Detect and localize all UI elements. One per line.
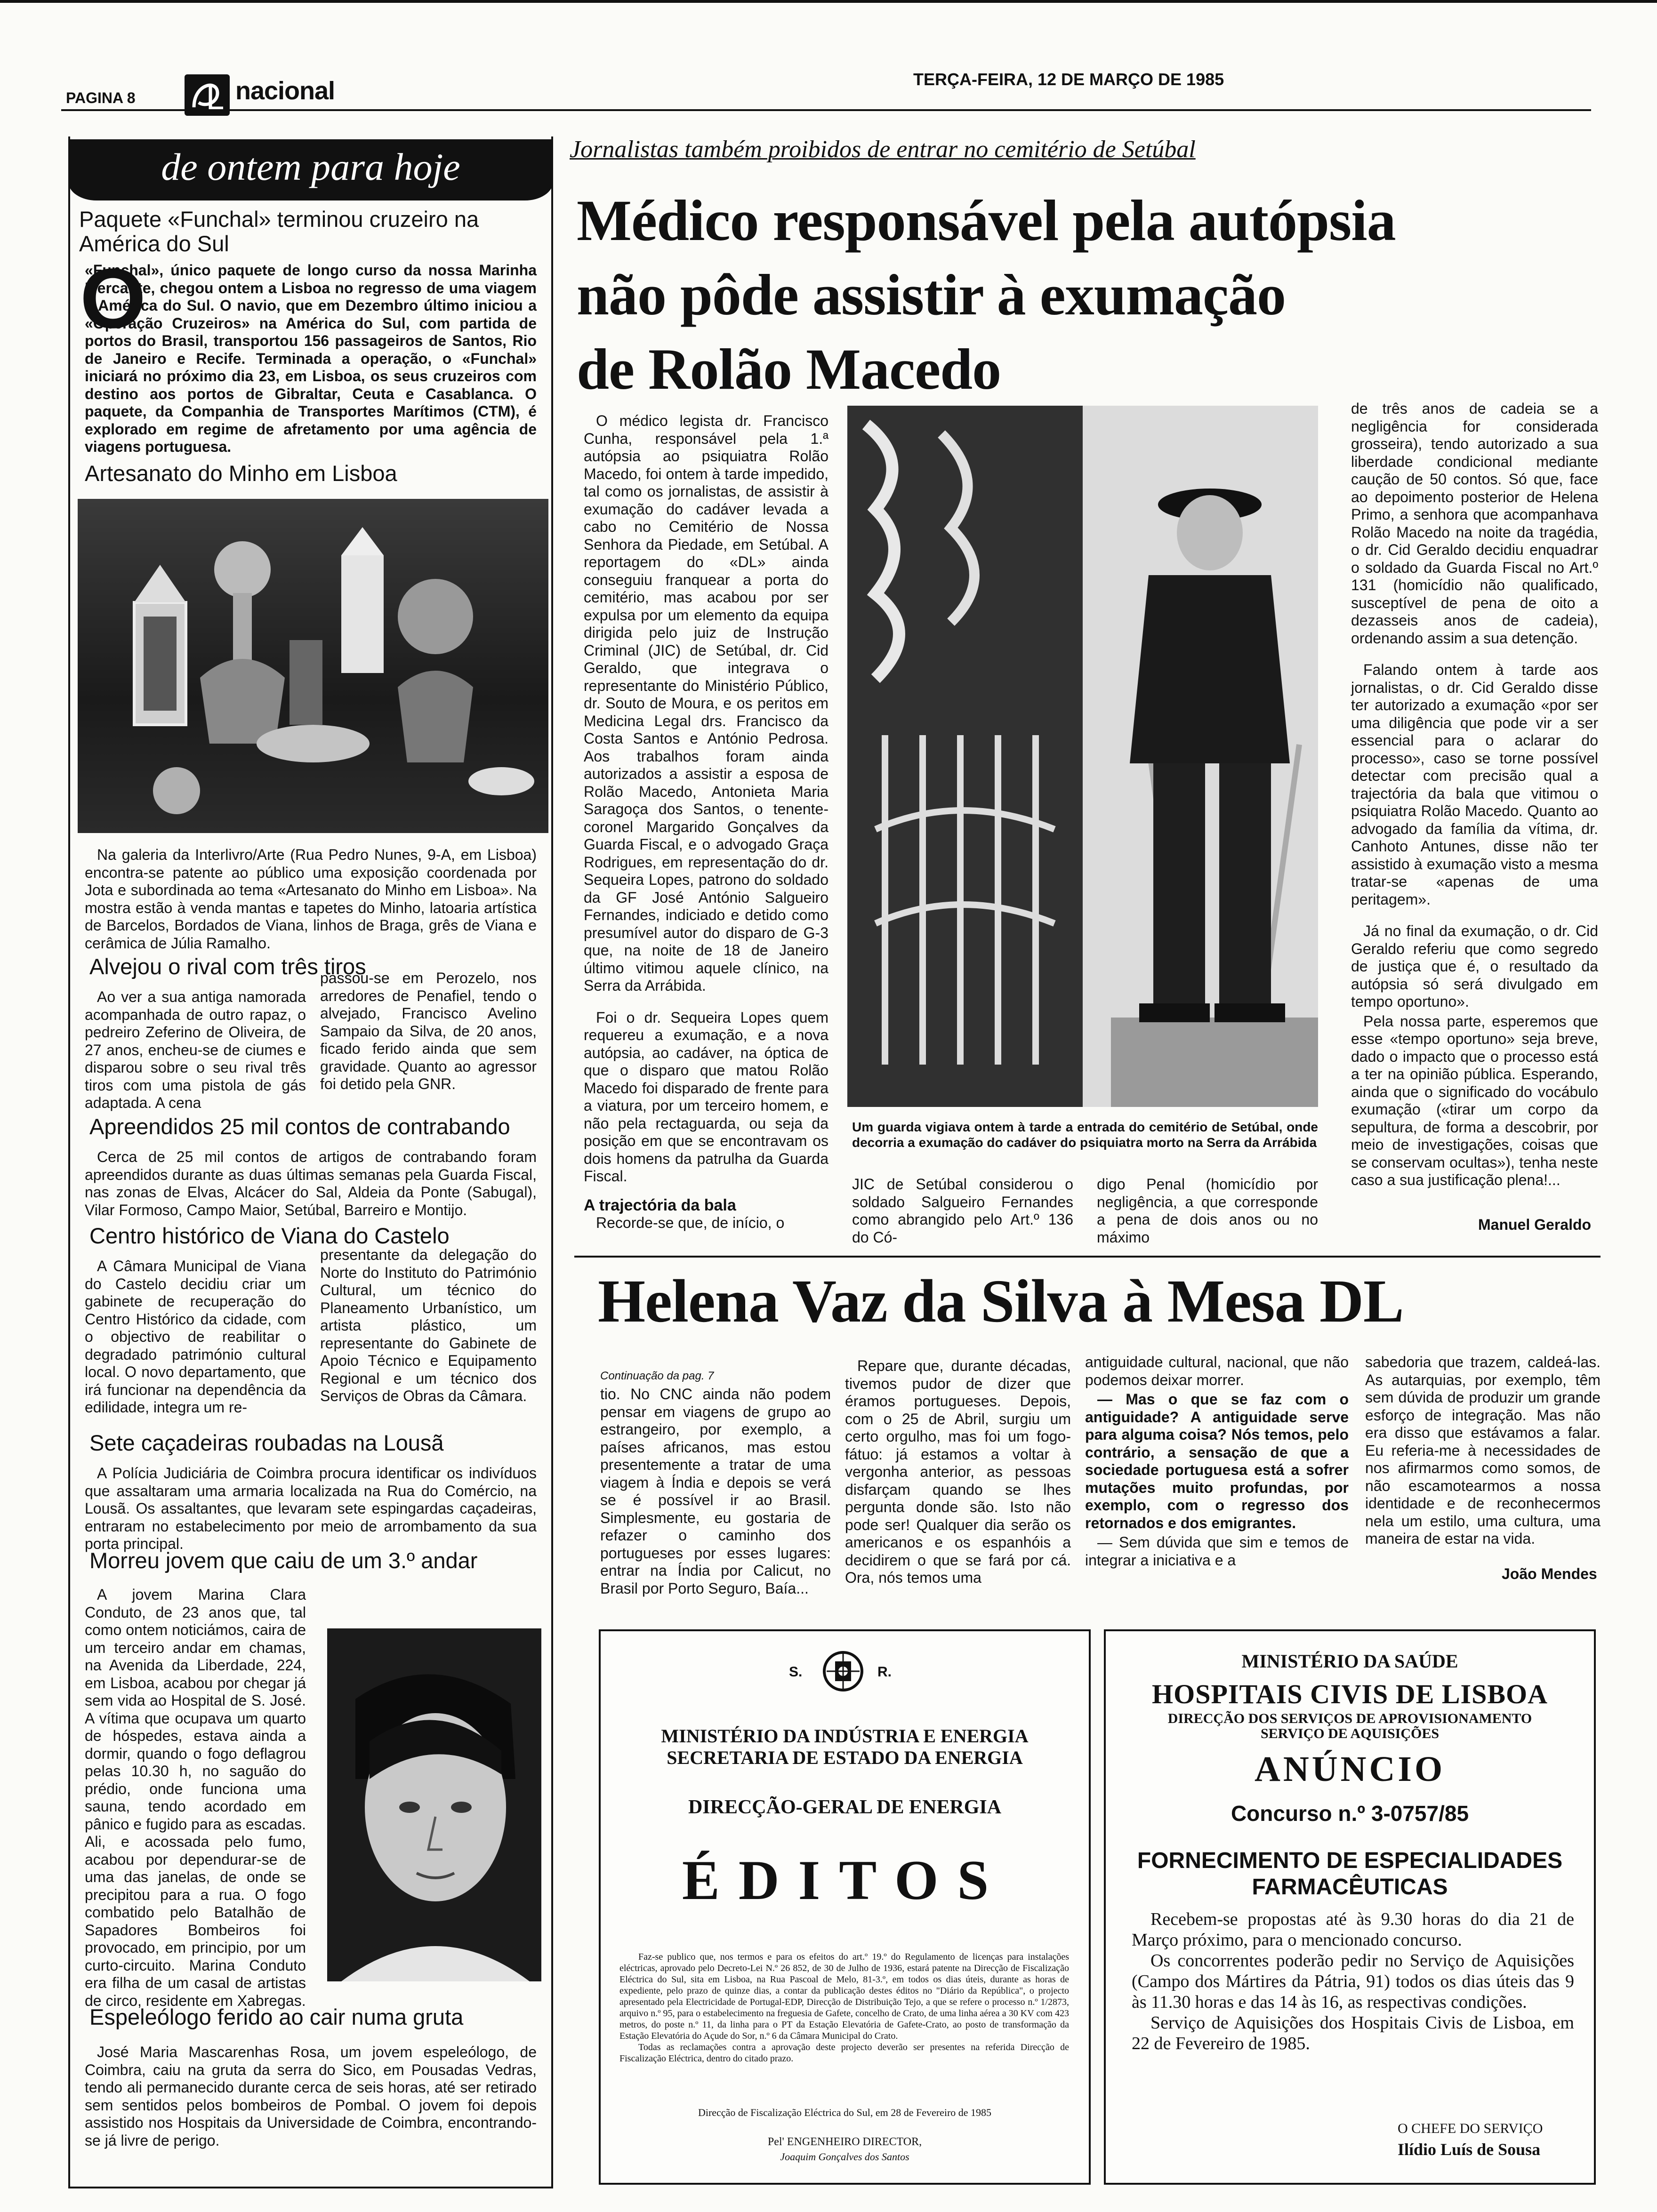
main-under-col2-text: digo Penal (homicídio por negligência, a que corresponde a pena de dois anos ou no máximo: [1097, 1176, 1318, 1246]
mesa-col4-text: sabedoria que trazem, caldeá-las. As autarquias, por exemplo, têm sem dúvida de produzir um grande esforço de integração. Mas não era disso que estávamos a falar. Eu referia-me à necessidades de nos afirmarmos como somos, de não escamotearmos a nossa identidade e de reconhecermos nela um estilo, uma cultura, uma maneira de estar na vida.: [1365, 1354, 1601, 1547]
main-col3: [1351, 400, 1598, 1189]
viana-col1: [85, 1258, 306, 1417]
portrait-icon: [327, 1628, 541, 1981]
main-under-col1-text: JIC de Setúbal considerou o soldado Salgueiro Fernandes como abrangido pelo Art.º 136 do Có-: [852, 1176, 1073, 1246]
hospitais-concurso: Concurso n.º 3-0757/85: [1231, 1801, 1469, 1826]
editos-body-p1: Faz-se publico que, nos termos e para os efeitos do art.º 19.º do Regulamento de licenças para instalações eléctricas, aprovado pelo Decreto-Lei N.º 26 852, de 30 de Julho de 1936, estará patente na Direcção de Fiscalização Eléctrica do Sul, sita em Lisboa, na Rua Pascoal de Melo, 81-3.º, em todos os dias úteis, durante as horas de expediente, pelo prazo de quinze dias, a contar da publicação destes éditos no "Diário da República", o projecto apresentado pela Electricidade de Portugal-EDP, Direcção de Distribuição Tejo, a que se refere o processo n.º 1/2873, arquivo n.º 95, para o estabelecimento na freguesia de Gafete, concelho de Crato, de uma linha aérea a 30 KV com 423 metros, do poste n.º 11, da linha para o PT da Estação Elevatória de Gafete-Crato, ao posto de transformação da Estação Elevatória do Açude do Sor, n.º 6 da Câmara Municipal do Crato.: [619, 1952, 1069, 2041]
viana-col1-text: A Câmara Municipal de Viana do Castelo decidiu criar um gabinete de recuperação do Centro Histórico da cidade, com o objectivo de reabilitar o degradado património cultural local. O novo departamento, que irá funcionar na dependência da edilidade, integra um re-: [85, 1258, 306, 1416]
mesa-col1: [600, 1386, 831, 1597]
viana-col2-text: presentante da delegação do Norte do Instituto do Património Cultural, um técnico do Planeamento Urbanístico, um artista plástico, um representante do Gabinete de Apoio Técnico e Equipamento Regional e um técnico dos Serviços de Obras da Câmara.: [320, 1246, 537, 1404]
editos-ministry: [601, 1725, 1089, 1769]
hospitais-body-p2: Os concorrentes poderão pedir no Serviço de Aquisições (Campo dos Mártires da Pátria, 91) todos os dias úteis das 9 às 11.30 horas e das 14 às 16, as respectivas condições.: [1132, 1951, 1574, 2012]
editos-ministry-line1: MINISTÉRIO DA INDÚSTRIA E ENERGIA: [661, 1725, 1029, 1747]
apreendidos-body-text: Cerca de 25 mil contos de artigos de contrabando foram apreendidos durante as duas últimas semanas pela Guarda Fiscal, nas zonas de Elvas, Alcácer do Sal, Aldeia da Ponte (Sabugal), Vilar Formoso, Campo Maior, Setúbal, Barreiro e Montijo.: [85, 1148, 537, 1218]
hospitais-title: [1106, 1848, 1594, 1900]
artesanato-photo: [78, 499, 548, 833]
apreendidos-body: [85, 1148, 537, 1219]
hospitais-name: HOSPITAIS CIVIS DE LISBOA: [1151, 1679, 1548, 1709]
morreu-photo: [327, 1628, 541, 1981]
header-rule: [61, 109, 1591, 111]
apreendidos-title: Apreendidos 25 mil contos de contrabando: [89, 1114, 510, 1139]
morreu-body-text: A jovem Marina Clara Conduto, de 23 anos que, tal como ontem noticiámos, caira de um terceiro andar em chamas, na Avenida da Liberdade, 224, em Lisboa, acabou por chegar já sem vida ao Hospital de S. José. A vítima que ocupava um quarto de hóspedes, estava ainda a dormir, quando o fogo deflagrou pelas 10.30 h, no saguão do prédio, onde funciona uma sauna, tendo acordado em pânico e fugido para as escadas. Ali, e acossada pelo fumo, acabou por dependurar-se de uma das janelas, de onde se precipitou para a rua. O fogo combatido pelo Batalhão de Sapadores Bombeiros foi provocado, em principio, por um curto-circuito. Marina Conduto era filha de um casal de artistas de circo, residente em Xabregas.: [85, 1586, 306, 2009]
mesa-col3: [1085, 1354, 1349, 1569]
mesa-col1-text: tio. No CNC ainda não podem pensar em viagens de grupo ao estrangeiro, por exemplo, a países africanos, mas estou presentemente a tratar de uma viagem à Índia e depois se verá se é possível ir ao Brasil. Simplesmente, eu gostaria de refazer o caminho dos portugueses por esses lugares: entrar na Índia por Calicut, no Brasil por Porto Seguro, Baía...: [600, 1386, 831, 1597]
lousa-title: Sete caçadeiras roubadas na Lousã: [89, 1430, 444, 1455]
mesa-col4: [1365, 1354, 1601, 1548]
crafts-illustration-icon: [78, 499, 548, 833]
mesa-continuation: Continuação da pag. 7: [600, 1370, 714, 1382]
main-headline-line1: Médico responsável pela autópsia: [577, 188, 1396, 253]
hospitais-direction-line1: DIRECÇÃO DOS SERVIÇOS DE APROVISIONAMENTO: [1167, 1711, 1532, 1726]
editos-body-p2: Todas as reclamações contra a aprovação deste projecto deverão ser presentes na referida Direcção de Fiscalização Eléctrica, dentro do citado prazo.: [619, 2042, 1069, 2064]
main-col3-p4: Pela nossa parte, esperemos que esse «tempo oportuno» seja breve, dado o impacto que o processo está a ter na opinião pública. Esperando, ainda que o significado do vocábulo exumação («tirar um corpo da sepultura, de forma a descobrir, por meio de investigações, coisas que se conservam ocultas»), tenha neste caso a sua justificação plena!...: [1351, 1012, 1598, 1188]
espeleologo-body-text: José Maria Mascarenhas Rosa, um jovem espeleólogo, de Coimbra, caiu na gruta da serra do Sico, em Pousadas Vedras, tendo ali permanecido durante cerca de seis horas, até ser retirado sem sentidos pelos bombeiros de Pombal. O jovem foi depois assistido nos Hospitais da Universidade de Coimbra, encontrando-se já livre de perigo.: [85, 2044, 537, 2149]
funchal-dropcap: O: [80, 251, 146, 346]
mesa-col3-question: — Mas o que se faz com o antiguidade? A antiguidade serve para alguma coisa? Nós temos, pelo contrário, a sensação de que a sociedade portuguesa está a sofrer mutações muito profundas, por exemplo, com o regresso dos retornados e dos emigrantes.: [1085, 1391, 1349, 1531]
editos-signer-name: Joaquim Gonçalves dos Santos: [780, 2151, 909, 2163]
editos-signer-title: Pel' ENGENHEIRO DIRECTOR,: [767, 2136, 922, 2148]
section-name: nacional: [235, 77, 335, 105]
hospitais-ad: [1104, 1629, 1596, 2185]
morreu-title: Morreu jovem que caiu de um 3.º andar: [89, 1548, 478, 1573]
main-under-col2: [1097, 1176, 1318, 1246]
morreu-body: [85, 1586, 306, 2010]
hospitais-signer-name: Ilídio Luís de Sousa: [1398, 2140, 1541, 2159]
alvejou-col2: [320, 970, 537, 1093]
hospitais-body: [1132, 1909, 1574, 2054]
main-col1-p2: Foi o dr. Sequeira Lopes quem requereu a exumação, e a nova autópsia, ao cadáver, na óptica de que o disparo que matou Rolão Macedo foi disparado de frente para a viatura, por um terceiro homem, e não pela rectaguarda, ou seja da posição em que se encontravam os dois homens da patrulha da Guarda Fiscal.: [584, 1009, 828, 1185]
espeleologo-title: Espeleólogo ferido ao cair numa gruta: [89, 2004, 464, 2029]
editos-ad: [599, 1629, 1091, 2185]
lousa-body-text: A Polícia Judiciária de Coimbra procura identificar os indivíduos que assaltaram uma armaria localizada na Rua do Comércio, na Lousã. Os assaltantes, que levaram sete espingardas caçadeiras, entraram no estabelecimento por meio de arrombamento da sua porta principal.: [85, 1465, 537, 1552]
main-headline-line3: de Rolão Macedo: [577, 337, 1001, 401]
page-date: TERÇA-FEIRA, 12 DE MARÇO DE 1985: [913, 70, 1224, 89]
page-number: PAGINA 8: [66, 89, 136, 106]
espeleologo-body: [85, 2044, 537, 2149]
artesanato-body-text: Na galeria da Interlivro/Arte (Rua Pedro Nunes, 9-A, em Lisboa) encontra-se patente ao público uma exposição coordenada por Jota e subordinada ao tema «Artesanato do Minho em Lisboa». Na mostra estão à venda mantas e tapetes do Minho, latoaria artística de Barcelos, Bordados de Viana, linhos de Braga, grês de Viana e cerâmica de Júlia Ramalho.: [85, 846, 537, 952]
main-col1-p3: Recorde-se que, de início, o: [596, 1214, 785, 1231]
viana-col2: [320, 1246, 537, 1405]
funchal-body: [85, 262, 537, 456]
banner-text: de ontem para hoje: [161, 145, 460, 188]
main-col3-p2: Falando ontem à tarde aos jornalistas, o dr. Cid Geraldo disse ter autorizado a exumação «por ser uma diligência que pode vir a ser essencial para o aclarar do processo», caso se torne possível detectar com precisão qual a trajectória da bala que vitimou o psiquiatra Rolão Macedo. Quanto ao advogado da família da vítima, dr. Canhoto Antunes, disse não ter assistido à exumação visto a mesma tratar-se «apenas de uma peritagem».: [1351, 661, 1598, 908]
hospitais-body-p3: Serviço de Aquisições dos Hospitais Civis de Lisboa, em 22 de Fevereiro de 1985.: [1132, 2013, 1574, 2053]
main-headline-line2: não pôde assistir à exumação: [577, 263, 1286, 327]
main-col1-subhead: A trajectória da bala: [584, 1196, 736, 1214]
cemetery-photo: [847, 406, 1318, 1107]
hospitais-direction: [1106, 1711, 1594, 1741]
sidebar-banner: [68, 139, 553, 200]
funchal-body-text: «Funchal», único paquete de longo curso da nossa Marinha Mercante, chegou ontem a Lisboa no regresso de uma viagem à América do Sul. O navio, que em Dezembro último iniciou a «Operação Cruzeiros» na América do Sul, com partida de portos do Brasil, transportou 156 passageiros de Santos, Rio de Janeiro e Recife. Terminada a operação, o «Funchal» iniciará no próximo dia 23, em Lisboa, os seus cruzeiros com destino aos portos de Gibraltar, Ceuta e Casablanca. O paquete, da Companhia de Transportes Marítimos (CTM), é explorado em regime de afretamento por uma agência de viagens portuguesa.: [85, 262, 537, 455]
hospitais-signer-title: O CHEFE DO SERVIÇO: [1398, 2121, 1543, 2136]
seal-left-letter: S.: [789, 1664, 803, 1680]
main-col1-p1: O médico legista dr. Francisco Cunha, responsável pela 1.ª autópsia ao psiquiatra Rolão Macedo, foi ontem à tarde impedido, tal como os jornalistas, de assistir à exumação do cadáver levada a cabo no Cemitério de Nossa Senhora da Piedade, em Setúbal. A reportagem do «DL» ainda conseguiu franquear a porta do cemitério, mas acabou por ser expulsa por um elemento da equipa dirigida pelo juiz de Instrução Criminal (JIC) de Setúbal, dr. Cid Geraldo, que integrava o representante do Ministério Público, dr. Souto de Moura, e os peritos em Medicina Legal drs. Francisco da Costa Santos e António Pedrosa. Aos trabalhos foram ainda autorizados a assistir a esposa de Rolão Macedo, Antonieta Maria Saragoça dos Santos, o tenente-coronel Margarido Gonçalves da Guarda Fiscal, e o advogado Graça Rodrigues, em representação do dr. Sequeira Lopes, patrono do soldado da GF José António Salgueiro Fernandes, indiciado e detido como presumível autor do disparo de G-3 que, na noite de 18 de Janeiro último vitimou aquele clínico, na Serra da Arrábida.: [584, 412, 828, 994]
editos-title: ÉDITOS: [682, 1849, 1008, 1911]
mesa-headline: Helena Vaz da Silva à Mesa DL: [598, 1267, 1404, 1335]
mesa-top-rule: [574, 1256, 1601, 1258]
main-headline: [577, 184, 1471, 407]
mesa-byline: João Mendes: [1502, 1565, 1597, 1582]
mesa-col2-text: Repare que, durante décadas, tivemos pudor de dizer que éramos portugueses. Depois, com o 25 de Abril, surgiu um certo orgulho, mas foi um fogo-fátuo: já estamos a voltar à vergonha anterior, as pessoas disfarçam quando se lhes pergunta donde são. Isto não pode ser! Qualquer dia serão os americanos e os espanhóis a decidirem o que se fará por cá. Ora, nós temos uma: [845, 1357, 1071, 1586]
mesa-col2: [845, 1357, 1071, 1587]
republic-seal: [822, 1650, 864, 1692]
viana-title: Centro histórico de Viana do Castelo: [89, 1223, 450, 1248]
main-col1: [584, 412, 828, 1232]
main-kicker: Jornalistas também proibidos de entrar no cemitério de Setúbal: [570, 136, 1196, 163]
hospitais-title-line1: FORNECIMENTO DE ESPECIALIDADES: [1137, 1848, 1563, 1873]
alvejou-col2-text: passou-se em Perozelo, nos arredores de Penafiel, tendo o alvejado, Francisco Avelino Sampaio da Silva, de 20 anos, ficado ferido ainda que sem gravidade. Quanto ao agressor foi detido pela GNR.: [320, 970, 537, 1092]
hospitais-direction-line2: SERVIÇO DE AQUISIÇÕES: [1260, 1726, 1440, 1741]
hospitais-ministry: MINISTÉRIO DA SAÚDE: [1241, 1651, 1458, 1672]
alvejou-title: Alvejou o rival com três tiros: [89, 954, 366, 979]
editos-body: [619, 1951, 1069, 2064]
coat-of-arms-icon: [822, 1650, 864, 1692]
seal-right-letter: R.: [877, 1664, 892, 1680]
cemetery-gate-guard-icon: [847, 406, 1318, 1107]
mesa-col3-p2: — Sem dúvida que sim e temos de integrar a iniciativa e a: [1085, 1534, 1349, 1569]
artesanato-title: Artesanato do Minho em Lisboa: [85, 461, 397, 486]
main-under-col1: [852, 1176, 1073, 1246]
photo-caption: Um guarda vigiava ontem à tarde a entrada do cemitério de Setúbal, onde decorria a exumação do cadáver do psiquiatra morto na Serra da Arrábida: [852, 1120, 1318, 1150]
top-border: [0, 0, 1657, 3]
artesanato-body: [85, 846, 537, 952]
lousa-body: [85, 1465, 537, 1553]
mesa-col3-p1: antiguidade cultural, nacional, que não podemos deixar morrer.: [1085, 1354, 1349, 1388]
main-byline: Manuel Geraldo: [1478, 1216, 1592, 1233]
editos-direction: DIRECÇÃO-GERAL DE ENERGIA: [688, 1796, 1002, 1818]
main-col3-p1: de três anos de cadeia se a negligência for considerada grosseira), tendo autorizado a sua liberdade condicional mediante caução de 50 contos. Só que, face ao depoimento posterior de Helena Primo, a senhora que acompanhava Rolão Macedo na noite da tragédia, o dr. Cid Geraldo decidiu enquadrar o soldado da Guarda Fiscal no Art.º 131 (homicídio não qualificado, susceptível de pena de oito a dezasseis anos de cadeia), ordenando assim a sua detenção.: [1351, 400, 1598, 647]
funchal-title: Paquete «Funchal» terminou cruzeiro na América do Sul: [79, 207, 479, 256]
main-col3-p3: Já no final da exumação, o dr. Cid Geraldo referiu que como segredo de justiça que é, o resultado da autópsia só será divulgado em tempo oportuno».: [1351, 922, 1598, 1010]
hospitais-body-p1: Recebem-se propostas até às 9.30 horas do dia 21 de Março próximo, para o mencionado concurso.: [1132, 1909, 1574, 1950]
alvejou-col1-text: Ao ver a sua antiga namorada acompanhada de outro rapaz, o pedreiro Zeferino de Oliveira, de 27 anos, encheu-se de ciumes e disparou sobre o seu rival três tiros com uma pistola de gás adaptada. A cena: [85, 988, 306, 1111]
hospitais-title-line2: FARMACÊUTICAS: [1252, 1875, 1448, 1899]
editos-ministry-line2: SECRETARIA DE ESTADO DA ENERGIA: [667, 1747, 1023, 1768]
hospitais-anuncio: ANÚNCIO: [1254, 1749, 1446, 1789]
alvejou-col1: [85, 988, 306, 1112]
editos-date: Direcção de Fiscalização Eléctrica do Sul, em 28 de Fevereiro de 1985: [698, 2107, 992, 2118]
